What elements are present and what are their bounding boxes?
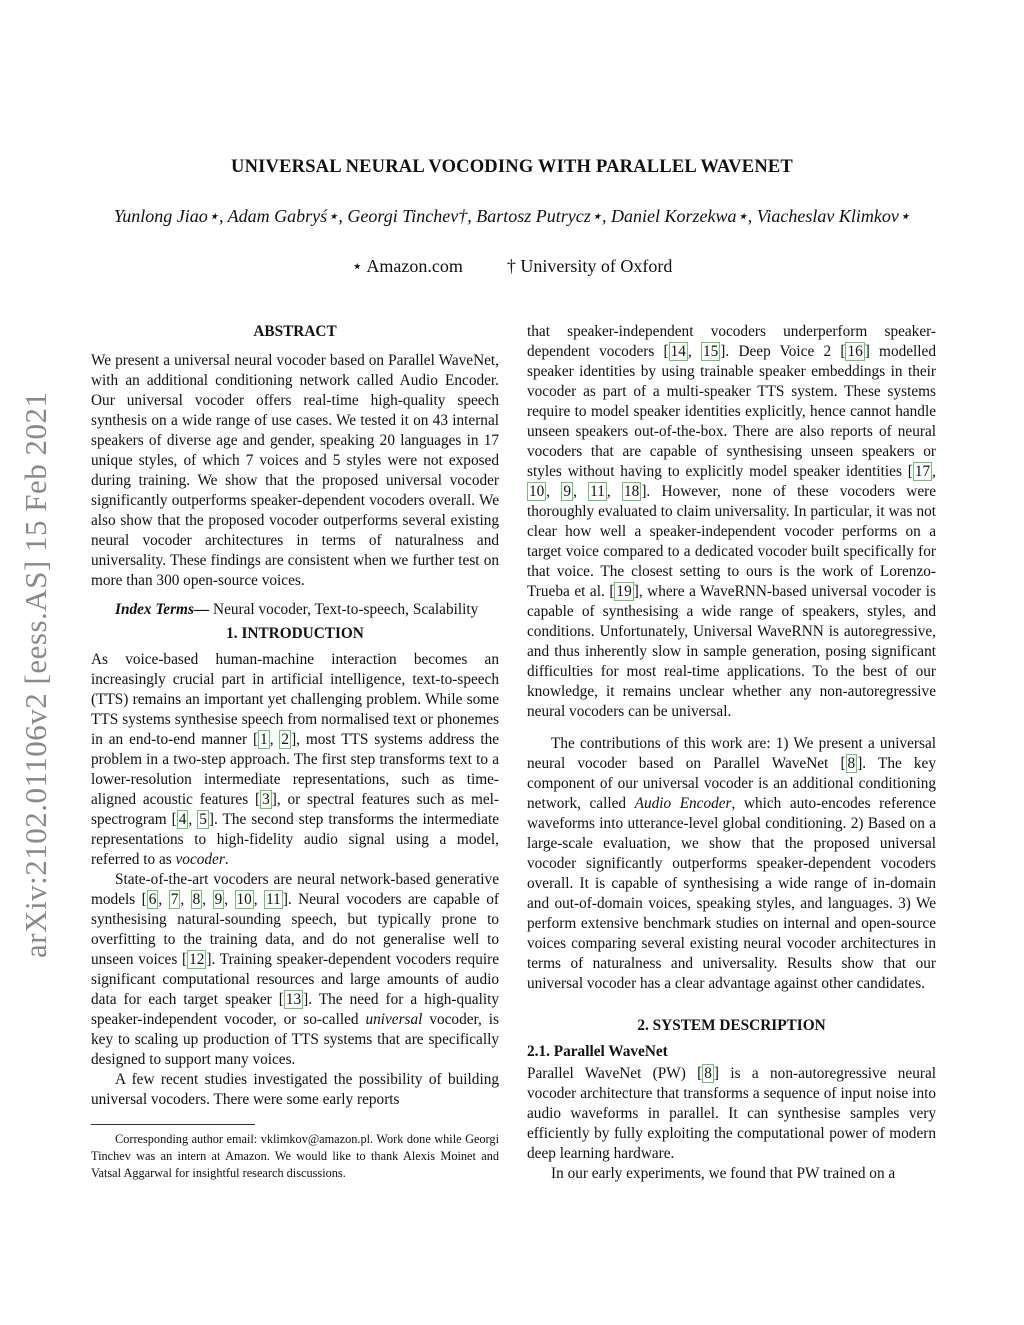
citation-link[interactable]: 10 <box>529 483 545 500</box>
arxiv-identifier: arXiv:2102.01106v2 [eess.AS] 15 Feb 2021 <box>18 391 53 958</box>
parallel-wavenet-subheading: 2.1. Parallel WaveNet <box>527 1043 668 1060</box>
text-run: Parallel WaveNet (PW) [ <box>527 1065 703 1082</box>
index-terms-label: Index Terms— <box>115 601 210 618</box>
citation-link[interactable]: 15 <box>703 343 719 360</box>
intro-paragraph-1: As voice-based human-machine interaction becomes an increasingly crucial part in artificial intelligence, text-to-speech (TTS) remains an important yet challenging problem. While some TTS systems synthesise speech from normalised text or phonemes in an end-to-end manner [ 1 , 2 ], most TTS systems address the problem in a two-step approach. The first step transforms text to a lower-resolution intermediate representations, such as time-aligned acoustic features [ 3 ], or spectral features such as mel-spectrogram [ 4 , 5 ]. The second step transforms the intermediate representations to high-fidelity audio signal using a model, referred to as vocoder. <box>91 651 500 868</box>
abstract-text: We present a universal neural vocoder based on Parallel WaveNet, with an additional conditioning network called Audio Encoder. Our universal vocoder offers real-time high-quality speech synthesis on a wide range of use cases. We tested it on 43 internal speakers of diverse age and gender, speaking 20 languages in 17 unique styles, of which 7 voices and 5 styles were not exposed during training. We show that the proposed universal vocoder significantly outperforms speaker-dependent vocoders overall. We also show that the proposed vocoder outperforms several existing neural vocoder architectures in terms of naturalness and universality. These findings are consistent when we further test on more than 300 open-source voices. <box>91 352 499 589</box>
text-run: ]. Training speaker-dependent vocoders require significant computational resources and large amounts of audio data for each target speaker [ <box>91 951 499 1008</box>
text-run: The contributions of this work are: 1) We present a universal neural vocoder based on Parallel WaveNet [ <box>527 735 936 772</box>
text-run: As voice-based human-machine interaction becomes an increasingly crucial part in artificial intelligence, text-to-speech (TTS) remains an important yet challenging problem. While some TTS systems synthesise speech from normalised text or phonemes in an end-to-end manner [ <box>91 651 499 748</box>
index-terms-text: Neural vocoder, Text-to-speech, Scalability <box>209 601 479 618</box>
citation-link[interactable]: 19 <box>616 583 632 600</box>
citation-link[interactable]: 17 <box>914 463 931 480</box>
citation-link[interactable]: 8 <box>192 891 201 908</box>
text-run: ], where a WaveRNN-based universal vocoder is capable of synthesising a wide range of speakers, styles, and conditions. Unfortunately, Universal WaveRNN is autoregressive, and thus inherently slow in sample generation, posing significant difficulties for most real-time applications. To the best of our knowledge, it remains unclear whether any non-autoregressive neural vocoders can be universal. <box>527 583 936 720</box>
right-column <box>527 322 936 1184</box>
text-run: ], or spectral features such as mel-spectrogram [ <box>91 791 499 828</box>
citation-link[interactable]: 9 <box>214 891 223 908</box>
introduction-heading: 1. INTRODUCTION <box>226 625 364 642</box>
footnote-divider <box>91 1124 255 1125</box>
affiliations <box>0 256 1024 277</box>
text-run: ]. The need for a high-quality speaker-independent vocoder, or so-called <box>91 991 499 1028</box>
text-run: State-of-the-art vocoders are neural network-based generative models [ <box>91 871 499 908</box>
citation-link[interactable]: 12 <box>189 951 205 968</box>
intro-paragraph-3: A few recent studies investigated the possibility of building universal vocoders. There were some early reports <box>91 1071 499 1108</box>
citation-link[interactable]: 16 <box>847 343 863 360</box>
text-run: ] is a non-autoregressive neural vocoder architecture that transforms a sequence of input noise into audio waveforms in parallel. It can synthesise samples very efficiently by fully exploiting the computational power of modern deep learning hardware. <box>527 1065 936 1162</box>
emphasis: Audio Encoder <box>634 795 732 812</box>
right-paragraph-2 <box>527 734 936 994</box>
citation-link[interactable]: 5 <box>199 811 207 828</box>
text-run: that speaker-independent vocoders underperform speaker-dependent vocoders [ <box>527 323 936 360</box>
text-run: . <box>224 851 229 868</box>
citation-link[interactable]: 2 <box>281 731 290 748</box>
left-column <box>91 322 499 1182</box>
affiliation-amazon: ⋆ Amazon.com <box>351 256 463 276</box>
citation-link[interactable]: 4 <box>178 811 187 828</box>
text-run: ] modelled speaker identities by using trainable speaker embeddings in their vocoder as part of a multi-speaker TTS system. These systems require to model speaker identities explicitly, hence cannot handle unseen speakers out-of-the-box. There are also reports of neural vocoders that are capable of synthesising unseen speakers or styles without having to explicitly model speaker identities [ <box>527 343 936 480</box>
citation-link[interactable]: 8 <box>847 755 856 772</box>
text-run: ]. Deep Voice 2 [ <box>720 343 846 360</box>
citation-link[interactable]: 8 <box>704 1065 712 1082</box>
text-run: vocoder, is key to scaling up production of TTS systems that are specifically designed to support many voices. <box>91 1011 499 1068</box>
system-description-heading: 2. SYSTEM DESCRIPTION <box>637 1017 826 1034</box>
text-run: ]. The key component of our universal vocoder is an additional conditioning network, called <box>527 755 936 812</box>
right-paragraph-4: In our early experiments, we found that PW trained on a <box>551 1165 896 1182</box>
right-paragraph-1: that speaker-independent vocoders underperform speaker-dependent vocoders [ 14 , 15 ]. Deep Voice 2 [ 16 ] modelled speaker identities by using trainable speaker embeddings in their vocoder as part of a multi-speaker TTS system. These systems require to model speaker identities explicitly, hence cannot handle unseen speakers out-of-the-box. There are also reports of neural vocoders that are capable of synthesising unseen speakers or styles without having to explicitly model speaker identities [ 17 , 10 , 9 , 11 , 18 ]. However, none of these vocoders were thoroughly evaluated to claim universality. In particular, it was not clear how well a speaker-independent vocoder performs on a target voice compared to a dedicated vocoder built specifically for that voice. The closest setting to ours is the work of Lorenzo-Trueba et al. [ 19 ], where a WaveRNN-based universal vocoder is capable of synthesising a wide range of speakers, styles, and conditions. Unfortunately, Universal WaveRNN is autoregressive, and thus inherently slow in sample generation, posing significant difficulties for most real-time applications. To the best of our knowledge, it remains unclear whether any non-autoregressive neural vocoders can be universal. <box>527 323 936 720</box>
intro-paragraph-2: State-of-the-art vocoders are neural network-based generative models [ 6 , 7 , 8 , 9 , 10 , 11 ]. Neural vocoders are capable of synthesising natural-sounding speech, but typically prone to overfitting to the training data, and do not generalise well to unseen voices [ 12 ]. Training speaker-dependent vocoders require significant computational resources and large amounts of audio data for each target speaker [ 13 ]. The need for a high-quality speaker-independent vocoder, or so-called universal vocoder, is key to scaling up production of TTS systems that are specifically designed to support many voices. <box>91 871 499 1068</box>
text-run: ]. However, none of these vocoders were thoroughly evaluated to claim universality. In particular, it was not clear how well a speaker-independent vocoder performs on a target voice compared to a dedicated vocoder built specifically for that voice. The closest setting to ours is the work of Lorenzo-Trueba et al. [ <box>527 483 936 600</box>
citation-link[interactable]: 3 <box>262 791 270 808</box>
text-run: ]. The second step transforms the intermediate representations to high-fidelity audio signal using a model, referred to as <box>91 811 499 868</box>
index-terms <box>91 600 499 620</box>
citation-link[interactable]: 7 <box>170 891 179 908</box>
citation-link[interactable]: 18 <box>624 483 640 500</box>
citation-link[interactable]: 14 <box>670 343 686 360</box>
paper-title: UNIVERSAL NEURAL VOCODING WITH PARALLEL WAVENET <box>231 157 793 177</box>
citation-link[interactable]: 13 <box>285 991 302 1008</box>
abstract-heading: ABSTRACT <box>253 323 337 340</box>
citation-link[interactable]: 11 <box>590 483 605 500</box>
right-paragraph-3 <box>527 1064 936 1164</box>
text-run: ]. Neural vocoders are capable of synthesising natural-sounding speech, but typically prone to overfitting to the training data, and do not generalise well to unseen voices [ <box>91 891 499 968</box>
citation-link[interactable]: 6 <box>148 891 157 908</box>
author-list: Yunlong Jiao⋆, Adam Gabryś⋆, Georgi Tinchev†, Bartosz Putrycz⋆, Daniel Korzekwa⋆, Viacheslav Klimkov⋆ <box>113 206 911 226</box>
footnote: Corresponding author email: vklimkov@amazon.pl. Work done while Georgi Tinchev was an intern at Amazon. We would like to thank Alexis Moinet and Vatsal Aggarwal for insightful research discussions. <box>91 1132 499 1180</box>
emphasis: vocoder <box>175 851 225 868</box>
emphasis: universal <box>365 1011 423 1028</box>
citation-link[interactable]: 10 <box>236 891 252 908</box>
citation-link[interactable]: 9 <box>563 483 572 500</box>
citation-link[interactable]: 1 <box>260 731 268 748</box>
citation-link[interactable]: 11 <box>266 891 281 908</box>
text-run: ], most TTS systems address the problem in a two-step approach. The first step transforms text to a lower-resolution intermediate representations, such as time-aligned acoustic features [ <box>91 731 500 808</box>
affiliation-oxford: † University of Oxford <box>506 256 673 276</box>
arxiv-sidebar <box>16 348 70 958</box>
text-run: , which auto-encodes reference waveforms into utterance-level global conditioning. 2) Based on a large-scale evaluation, we show that the proposed universal vocoder significantly outperforms speaker-dependent vocoders overall. It is capable of synthesising a wide range of in-domain and out-of-domain voices, speaking styles, and languages. 3) We perform extensive benchmark studies on internal and open-source voices comparing several existing neural vocoder architectures in terms of naturalness and universality. Results show that our universal vocoder has a clear advantage against other candidates. <box>527 795 936 992</box>
